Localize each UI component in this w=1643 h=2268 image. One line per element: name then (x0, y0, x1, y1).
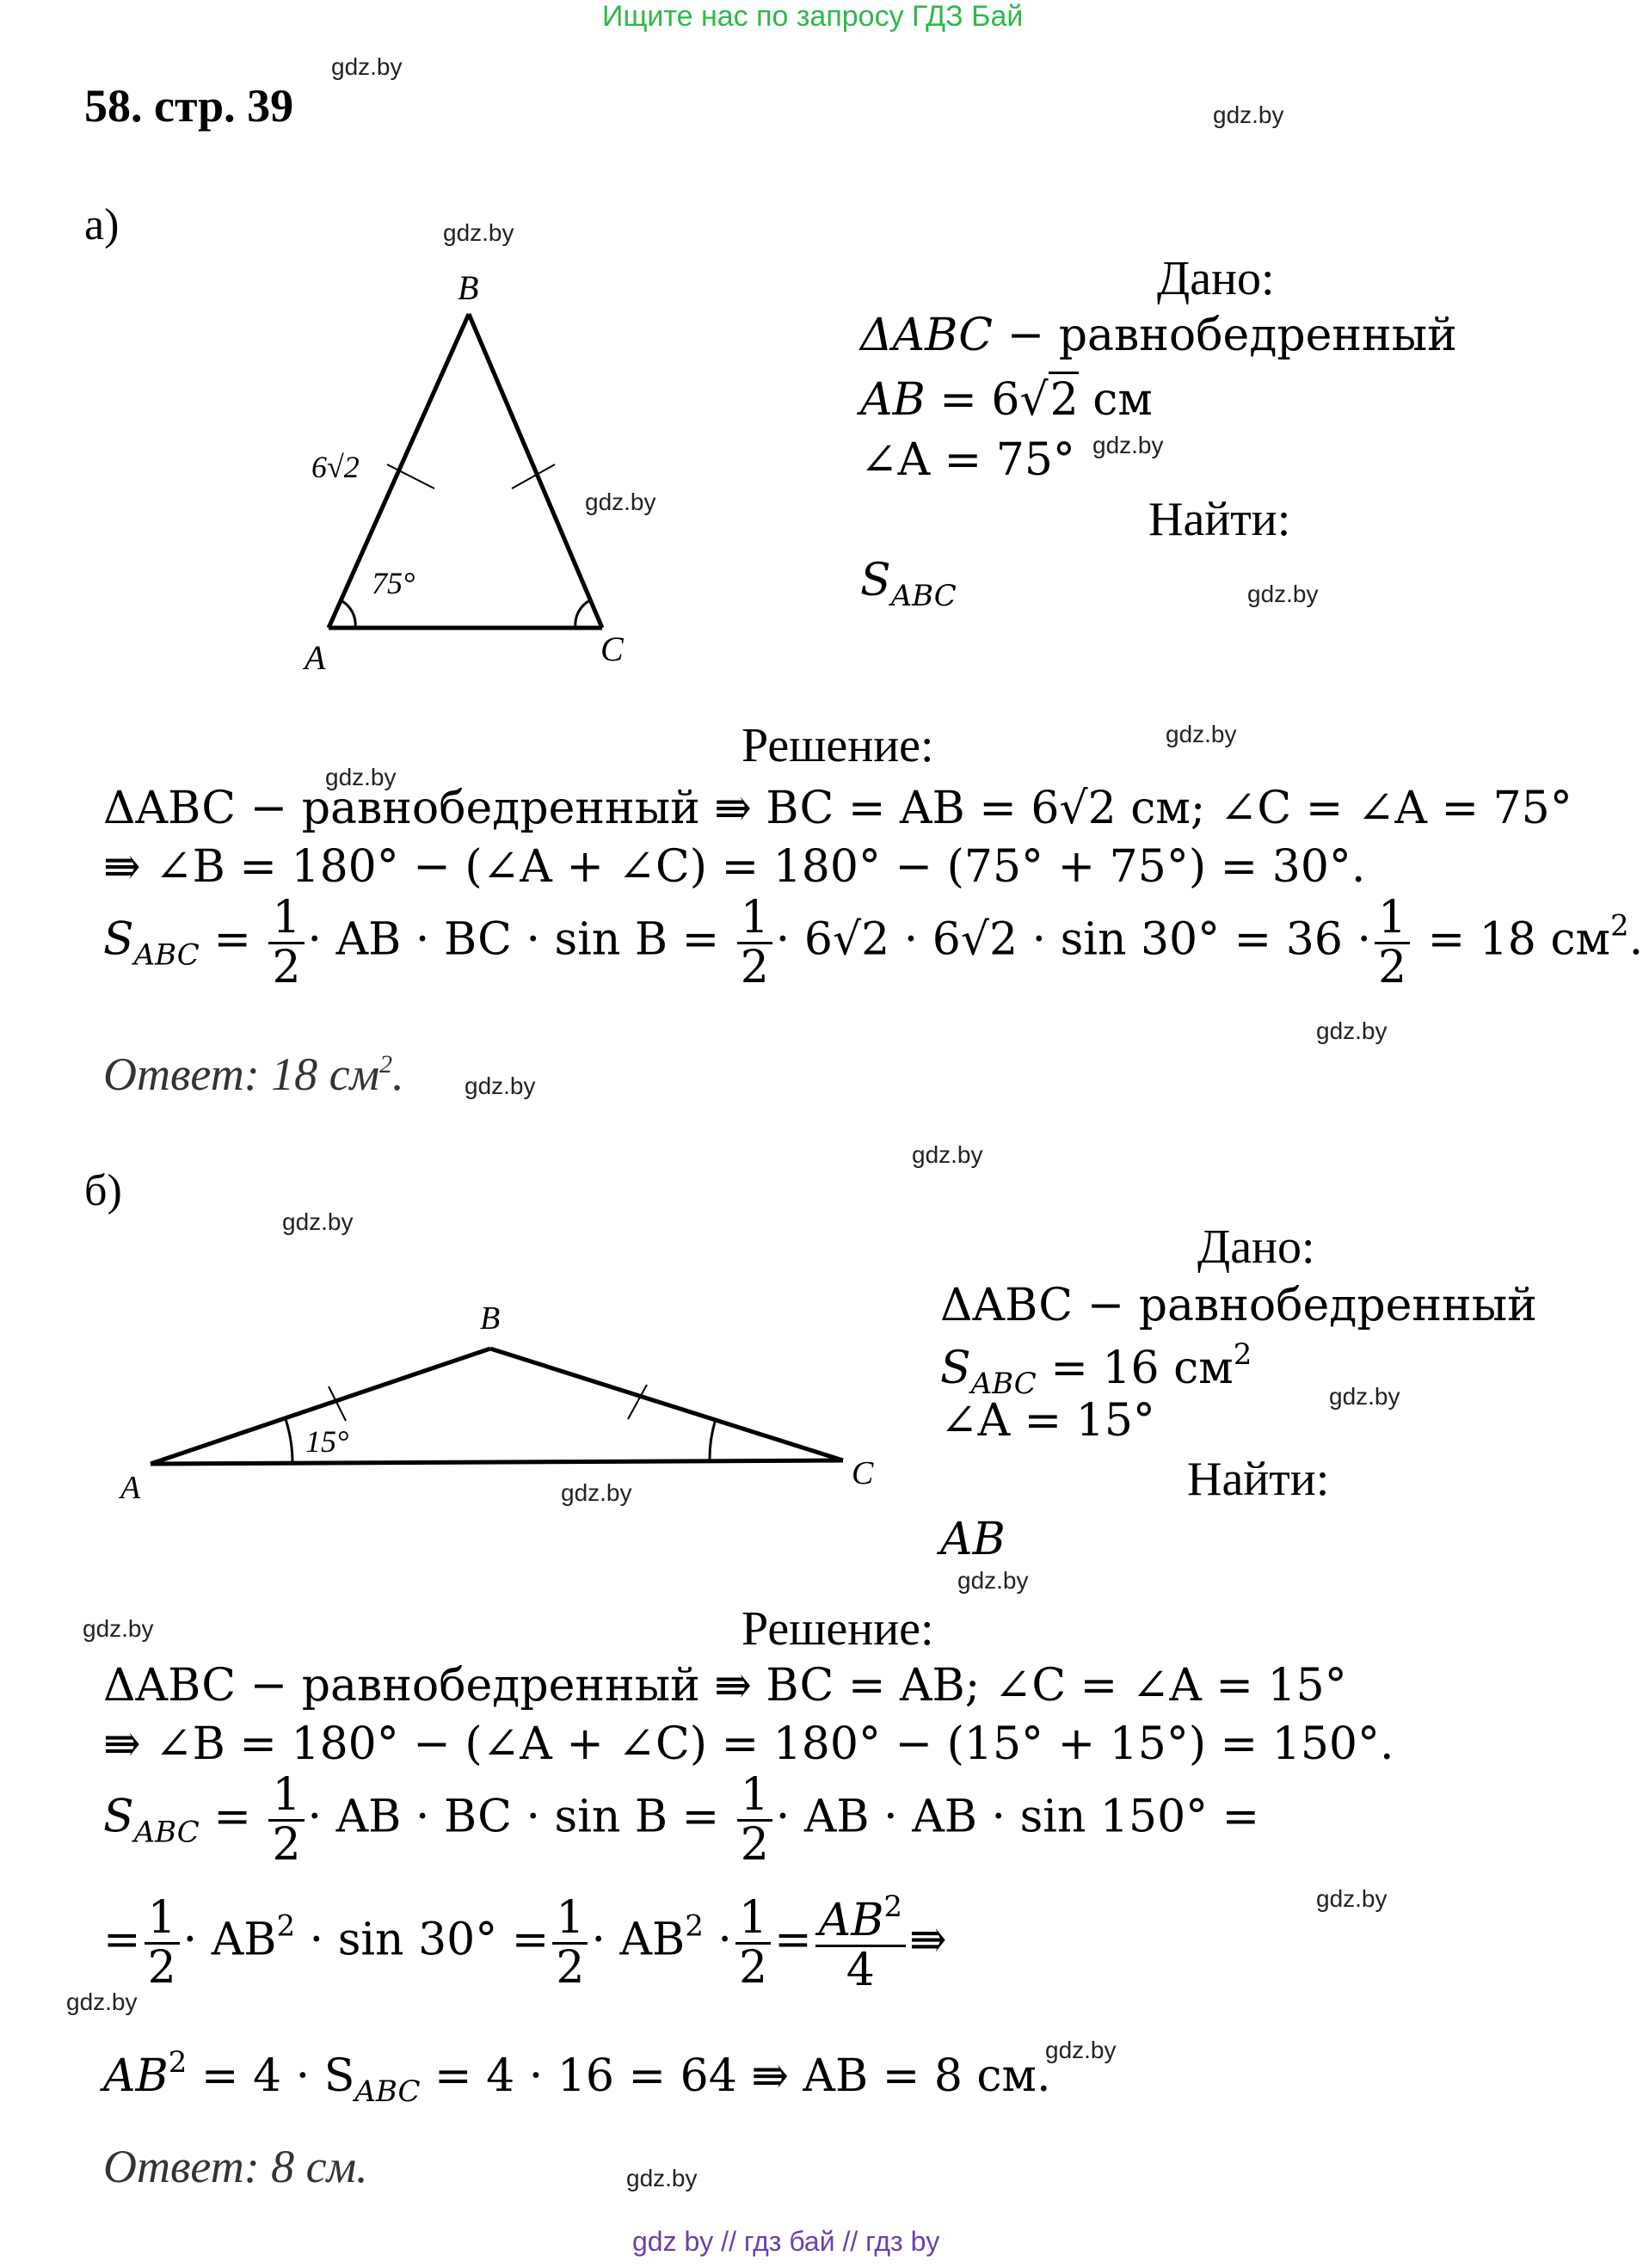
find-value-b: AB (940, 1514, 1006, 1565)
watermark: gdz.by (561, 1479, 632, 1506)
given-angle-b: ∠A = 15° (940, 1395, 1155, 1447)
watermark: gdz.by (325, 764, 397, 790)
watermark: gdz.by (282, 1208, 354, 1235)
given-heading-b: Дано: (1197, 1220, 1315, 1274)
watermark: gdz.by (465, 1073, 536, 1099)
find-heading-a: Найти: (1148, 493, 1291, 546)
solution-a-line-1: ΔABC − равнобедренный ⇛ BC = AB = 6√2 см; ∠C = ∠A = 75° (103, 783, 1572, 834)
angle-a-label: 15° (305, 1424, 349, 1459)
side-length-label: 6√2 (311, 450, 360, 484)
angle-a-label: 75° (372, 566, 415, 600)
watermark: gdz.by (912, 1141, 983, 1168)
solution-a-line-3: $S_{ABC}$ = $\frac{1}{2}$ · AB · BC · sin B = $\frac{1}{2}$ · 6√2 · 6√2 · sin 30° = 36 · $\frac{1}{2}$ = 18 $см^2$. (103, 892, 1643, 993)
watermark: gdz.by (83, 1615, 154, 1642)
given-side-a: AB = 6√2 см (860, 374, 1153, 426)
watermark: gdz.by (1316, 1885, 1388, 1912)
solution-heading-a: Решение: (742, 719, 934, 772)
solution-b-line-4: = $\frac{1}{2}$ · $AB^2 \cdot \sin 30^\circ$ = $\frac{1}{2}$ · $AB^2$ · $\frac{1}{2}$ = $\frac{AB^2}{4}$ ⇛ (103, 1890, 947, 1996)
top-banner[interactable]: Ищите нас по запросу ГДЗ Бай (602, 0, 1024, 33)
vertex-b-label: B (458, 268, 479, 307)
watermark: gdz.by (443, 219, 514, 246)
watermark: gdz.by (1213, 101, 1284, 128)
vertex-a-label: A (120, 1470, 141, 1506)
footer-links[interactable]: gdz by // гдз бай // гдз by (632, 2226, 940, 2257)
vertex-c-label: C (600, 630, 624, 668)
watermark: gdz.by (1329, 1383, 1400, 1410)
watermark: gdz.by (1316, 1017, 1388, 1044)
find-value-a: $S_{ABC}$ (860, 555, 957, 613)
watermark: gdz.by (331, 53, 403, 80)
given-angle-a: ∠A = 75° (860, 434, 1075, 486)
triangle-b-figure (112, 1282, 903, 1514)
part-a-label: а) (84, 200, 120, 249)
angle-arc-a (341, 600, 355, 628)
vertex-b-label: B (480, 1300, 501, 1337)
answer-a: Ответ: 18 $см^2$. (103, 1048, 404, 1100)
watermark: gdz.by (1166, 721, 1237, 747)
solution-b-line-1: ΔABC − равнобедренный ⇛ BC = AB; ∠C = ∠A = 15° (103, 1660, 1347, 1712)
side-bc (469, 314, 602, 628)
solution-b-line-2: ⇛ ∠B = 180° − (∠A + ∠C) = 180° − (15° + 15°) = 150°. (103, 1718, 1394, 1770)
tick-bc (628, 1385, 647, 1419)
angle-arc-c (575, 600, 590, 628)
solution-a-line-2: ⇛ ∠B = 180° − (∠A + ∠C) = 180° − (75° + 75°) = 30°. (103, 841, 1366, 893)
given-heading-a: Дано: (1157, 252, 1275, 305)
solution-b-line-5: $AB^2 = 4 \cdot S_{ABC} = 4 \cdot 16 = 64$ ⇛ AB = 8 см. (103, 2045, 1051, 2109)
answer-b: Ответ: 8 см. (103, 2141, 368, 2192)
given-triangle-b: ΔABC − равнобедренный (940, 1280, 1537, 1331)
angle-arc-a (286, 1419, 292, 1463)
solution-heading-b: Решение: (742, 1602, 934, 1656)
vertex-a-label: A (305, 638, 326, 677)
problem-title: 58. стр. 39 (84, 80, 294, 132)
angle-arc-c (710, 1419, 716, 1461)
watermark: gdz.by (1045, 2037, 1117, 2063)
part-b-label: б) (84, 1166, 122, 1215)
vertex-c-label: C (852, 1455, 874, 1491)
watermark: gdz.by (1092, 432, 1164, 458)
given-area-b: $S_{ABC} = 16$ $см^2$ (940, 1337, 1252, 1401)
side-bc (490, 1349, 843, 1460)
find-heading-b: Найти: (1187, 1453, 1330, 1506)
watermark: gdz.by (626, 2165, 698, 2191)
watermark: gdz.by (1247, 581, 1319, 607)
solution-b-line-3: $S_{ABC}$ = $\frac{1}{2}$ · AB · BC · sin B = $\frac{1}{2}$ · AB · AB · sin 150° = (103, 1769, 1260, 1871)
watermark: gdz.by (957, 1567, 1029, 1594)
triangle-a-figure (292, 258, 671, 679)
watermark: gdz.by (66, 1988, 138, 2015)
side-ac (151, 1460, 843, 1464)
given-triangle-a: ΔABC − равнобедренный (860, 310, 1457, 361)
watermark: gdz.by (585, 489, 656, 515)
